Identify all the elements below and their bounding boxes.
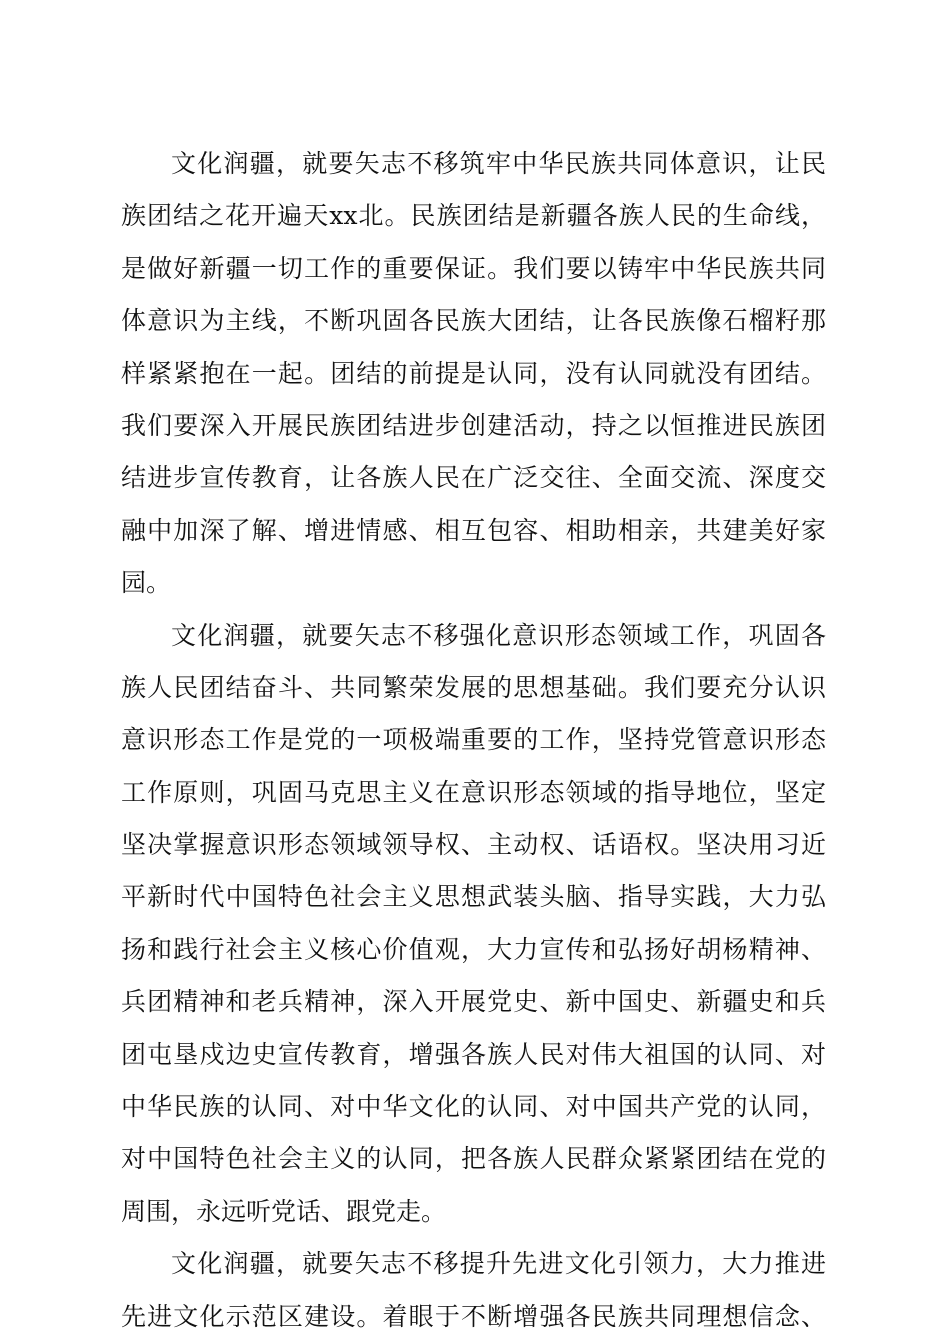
text-line: 工作原则，巩固马克思主义在意识形态领域的指导地位，坚定: [121, 777, 826, 807]
paragraph: [121, 138, 826, 610]
document-body: [121, 138, 826, 1343]
text-line: 结进步宣传教育，让各族人民在广泛交往、全面交流、深度交: [121, 463, 826, 493]
text-line: 文化润疆，就要矢志不移提升先进文化引领力，大力推进: [171, 1249, 826, 1279]
text-line: 样紧紧抱在一起。团结的前提是认同，没有认同就没有团结。: [121, 358, 826, 388]
text-line: 我们要深入开展民族团结进步创建活动，持之以恒推进民族团: [121, 410, 826, 440]
text-line: 文化润疆，就要矢志不移筑牢中华民族共同体意识，让民: [171, 149, 826, 178]
text-line: 文化润疆，就要矢志不移强化意识形态领域工作，巩固各: [171, 620, 826, 650]
text-line: 团屯垦戍边史宣传教育，增强各族人民对伟大祖国的认同、对: [121, 1039, 826, 1069]
paragraph: [121, 610, 826, 1239]
text-line: 平新时代中国特色社会主义思想武装头脑、指导实践，大力弘: [121, 882, 826, 912]
text-line: 中华民族的认同、对中华文化的认同、对中国共产党的认同，: [121, 1092, 826, 1122]
text-line: 先进文化示范区建设。着眼于不断增强各民族共同理想信念、: [121, 1301, 826, 1331]
text-line: 扬和践行社会主义核心价值观，大力宣传和弘扬好胡杨精神、: [121, 934, 826, 964]
text-line: 周围，永远听党话、跟党走。: [121, 1196, 447, 1226]
text-line: 族团结之花开遍天xx北。民族团结是新疆各族人民的生命线，: [121, 201, 826, 231]
text-line: 对中国特色社会主义的认同，把各族人民群众紧紧团结在党的: [121, 1144, 826, 1174]
text-line: 体意识为主线，不断巩固各民族大团结，让各民族像石榴籽那: [121, 306, 826, 336]
text-line: 坚决掌握意识形态领域领导权、主动权、话语权。坚决用习近: [121, 830, 826, 860]
text-line: 园。: [121, 568, 172, 598]
text-line: 族人民团结奋斗、共同繁荣发展的思想基础。我们要充分认识: [121, 672, 826, 702]
text-line: 兵团精神和老兵精神，深入开展党史、新中国史、新疆史和兵: [121, 987, 826, 1017]
text-line: 融中加深了解、增进情感、相互包容、相助相亲，共建美好家: [121, 515, 826, 545]
text-line: 意识形态工作是党的一项极端重要的工作，坚持党管意识形态: [121, 725, 826, 755]
text-line: 是做好新疆一切工作的重要保证。我们要以铸牢中华民族共同: [121, 253, 826, 283]
paragraph: [121, 1238, 826, 1343]
